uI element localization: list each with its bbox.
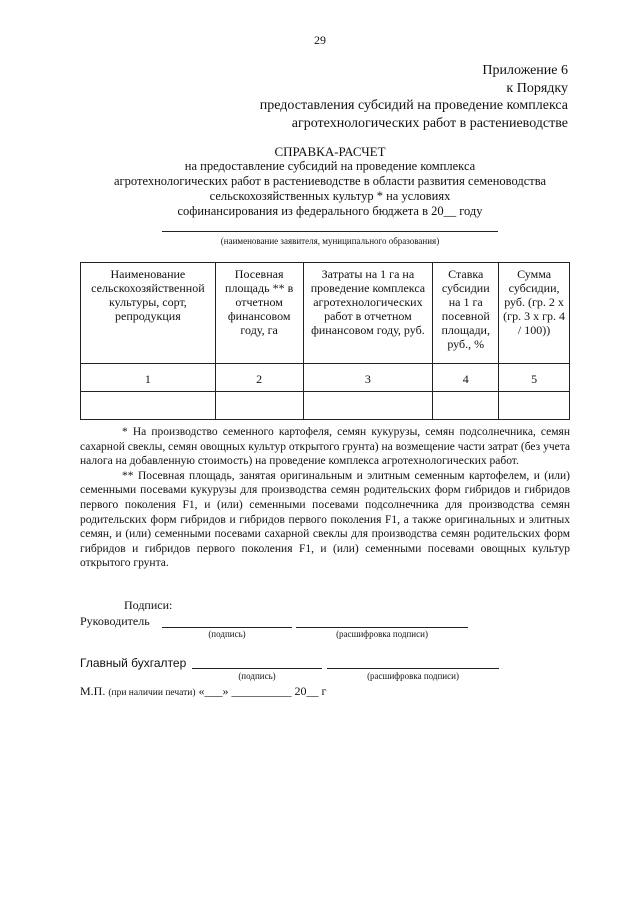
stamp-mp: М.П. xyxy=(80,684,106,698)
appendix-line-2: к Порядку xyxy=(506,80,568,96)
title-line-4: софинансирования из федерального бюджета в 20__ году xyxy=(177,204,483,218)
header-costs: Затраты на 1 га на проведение комплекса агротехнологических работ в отчетном финансовом году, руб. xyxy=(303,263,433,364)
signatures-heading: Подписи: xyxy=(124,598,173,612)
subsidy-table xyxy=(80,262,570,420)
footnote-2: ** Посевная площадь, занятая оригинальным и элитным семенным картофелем, и (или) семенными посевами кукурузы для производства семян родительских форм гибридов и гибридов первого поколения F1, и (или) семенными посевами подсолнечника для производства семян родительских форм гибридов и гибридов первого поколения F1, а также оригинальных и элитных семян, и (или) семенными посевами сахарной свеклы для производства семян родительских форм гибридов и гибридов первого поколения F1, и (или) семенными посевами овощных культур открытого грунта. xyxy=(80,469,570,570)
accountant-label: Главный бухгалтер xyxy=(80,656,187,670)
title-line-2: агротехнологических работ в растениеводстве в области развития семеноводства xyxy=(113,174,547,188)
header-crop: Наименование сельскохозяйственной культуры, сорт, репродукция xyxy=(81,263,216,364)
head-label: Руководитель xyxy=(80,614,150,628)
table-cell[interactable] xyxy=(433,392,499,420)
applicant-fill-line[interactable] xyxy=(162,231,498,232)
head-decode-line[interactable] xyxy=(296,627,468,628)
appendix-line-3: предоставления субсидий на проведение комплекса xyxy=(259,98,568,113)
appendix-line-1: Приложение 6 xyxy=(482,63,568,78)
head-signature-line[interactable] xyxy=(162,627,292,628)
footnote-1: * На производство семенного картофеля, семян кукурузы, семян подсолнечника, семян сахарной свеклы, семян овощных культур открытого грунта) на возмещение части затрат (без учета налога на добавленную стоимость) на проведение комплекса агротехнологических работ. xyxy=(80,426,570,468)
header-rate: Ставка субсидии на 1 га посевной площади, руб., % xyxy=(433,263,499,364)
table-cell[interactable] xyxy=(215,392,303,420)
title-line-3: сельскохозяйственных культур * на условиях xyxy=(209,189,451,203)
stamp-note: (при наличии печати) xyxy=(108,688,196,698)
document-title xyxy=(80,144,580,219)
table-cell[interactable] xyxy=(81,392,216,420)
title-line-1: на предоставление субсидий на проведение комплекса xyxy=(184,159,476,173)
stamp-date[interactable]: «___» __________ 20__ г xyxy=(198,684,327,698)
column-number: 5 xyxy=(499,364,570,392)
head-sign-caption: (подпись) xyxy=(208,629,246,639)
footnotes xyxy=(80,425,570,571)
table-header-row xyxy=(81,263,570,364)
column-number: 3 xyxy=(303,364,433,392)
column-number: 1 xyxy=(81,364,216,392)
accountant-sign-caption: (подпись) xyxy=(238,671,276,681)
header-area: Посевная площадь ** в отчетном финансовом году, га xyxy=(215,263,303,364)
title-heading: СПРАВКА-РАСЧЕТ xyxy=(274,144,386,159)
header-sum: Сумма субсидии, руб. (гр. 2 х (гр. 3 х гр. 4 / 100)) xyxy=(499,263,570,364)
table-row xyxy=(81,392,570,420)
accountant-decode-caption: (расшифровка подписи) xyxy=(367,671,459,681)
accountant-signature-line[interactable] xyxy=(192,668,322,669)
accountant-decode-line[interactable] xyxy=(327,668,499,669)
table-cell[interactable] xyxy=(499,392,570,420)
column-number: 2 xyxy=(215,364,303,392)
stamp-line xyxy=(80,684,326,699)
head-decode-caption: (расшифровка подписи) xyxy=(336,629,428,639)
column-number: 4 xyxy=(433,364,499,392)
page-number: 29 xyxy=(314,33,326,47)
table-number-row xyxy=(81,364,570,392)
table-cell[interactable] xyxy=(303,392,433,420)
applicant-caption: (наименование заявителя, муниципального образования) xyxy=(220,236,440,246)
appendix-line-4: агротехнологических работ в растениеводстве xyxy=(291,115,568,131)
appendix-header xyxy=(260,62,568,132)
